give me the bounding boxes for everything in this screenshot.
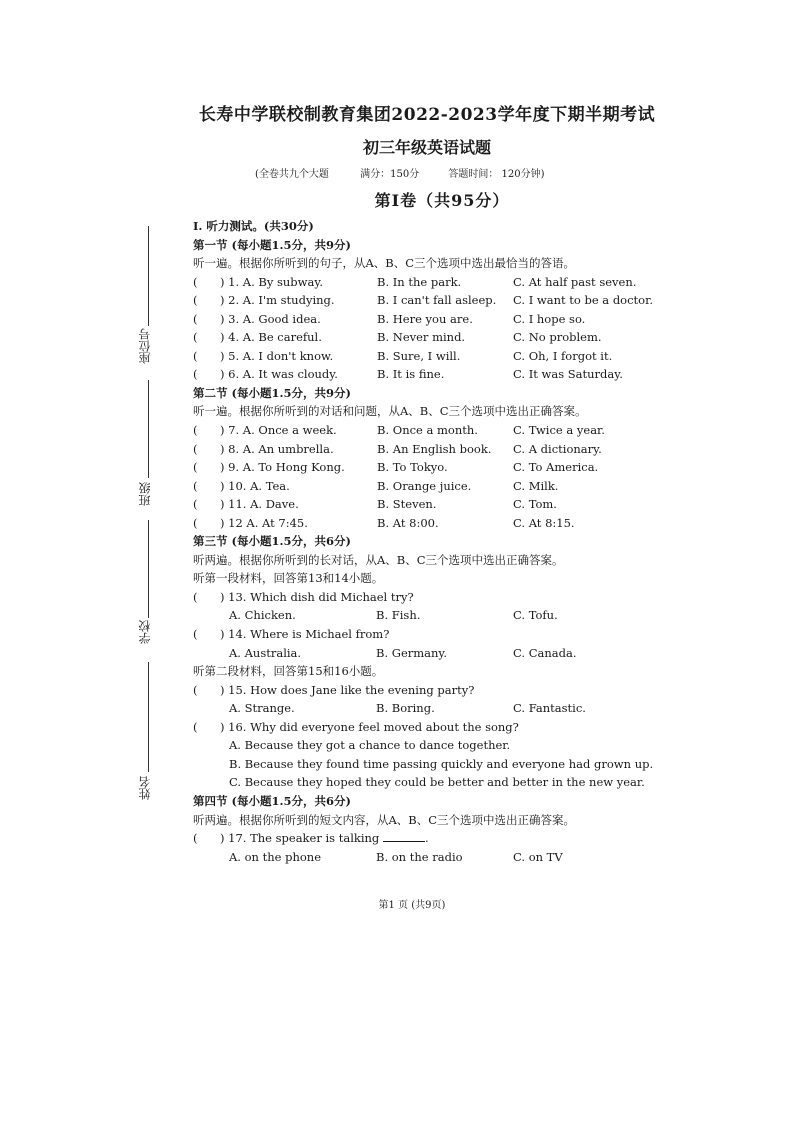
option-a: A. on the phone bbox=[229, 849, 321, 864]
exam-subtitle: 初三年级英语试题 bbox=[362, 138, 491, 157]
option-b: B. An English book. bbox=[377, 441, 492, 456]
question-2 bbox=[193, 291, 653, 310]
question-16-option-b bbox=[193, 755, 653, 774]
question-text: ) 17. The speaker is talking bbox=[220, 831, 380, 846]
answer-blank[interactable]: ( bbox=[193, 311, 198, 326]
option-a: A. Because they got a chance to dance together. bbox=[229, 738, 511, 753]
option-c: C. Because they hoped they could be better and better in the new year. bbox=[229, 775, 645, 790]
option-c: C. I want to be a doctor. bbox=[513, 293, 653, 308]
question-text: ) 10. A. Tea. bbox=[220, 478, 290, 493]
question-7 bbox=[193, 421, 653, 440]
option-c: C. Fantastic. bbox=[513, 701, 586, 716]
page-footer: 第1 页 (共9页) bbox=[378, 900, 446, 911]
material-1-note: 听第一段材料，回答第13和14小题。 bbox=[193, 571, 384, 586]
part1-instruction: 听一遍。根据你所听到的句子，从A、B、C三个选项中选出最恰当的答语。 bbox=[193, 256, 576, 271]
school-line bbox=[148, 520, 149, 618]
question-10 bbox=[193, 477, 653, 496]
question-4 bbox=[193, 328, 653, 347]
question-13 bbox=[193, 588, 653, 607]
question-17 bbox=[193, 829, 653, 848]
answer-blank[interactable]: ( bbox=[193, 497, 198, 512]
answer-blank[interactable]: ( bbox=[193, 627, 198, 642]
question-end: . bbox=[424, 831, 429, 846]
question-text: ) 9. A. To Hong Kong. bbox=[220, 460, 345, 475]
fill-blank[interactable] bbox=[383, 830, 425, 842]
answer-blank[interactable]: ( bbox=[193, 441, 198, 456]
option-a: A. Chicken. bbox=[229, 608, 296, 623]
option-b: B. Once a month. bbox=[377, 423, 478, 438]
answer-blank[interactable]: ( bbox=[193, 423, 198, 438]
name-line bbox=[148, 662, 149, 772]
option-c: C. To America. bbox=[513, 460, 599, 475]
option-b: B. I can't fall asleep. bbox=[377, 293, 497, 308]
answer-blank[interactable]: ( bbox=[193, 589, 198, 604]
option-a: A. Strange. bbox=[229, 701, 295, 716]
question-text: ) 16. Why did everyone feel moved about the song? bbox=[220, 719, 519, 734]
info-score: 满分：150分 bbox=[360, 169, 420, 180]
option-b: B. Never mind. bbox=[377, 330, 466, 345]
question-text: ) 12 A. At 7:45. bbox=[220, 515, 308, 530]
question-13-options bbox=[193, 606, 653, 625]
answer-blank[interactable]: ( bbox=[193, 831, 198, 846]
answer-blank[interactable]: ( bbox=[193, 330, 198, 345]
listening-section bbox=[193, 217, 653, 866]
option-c: C. Canada. bbox=[513, 645, 577, 660]
info-time: 答题时间： 120分钟) bbox=[448, 169, 545, 180]
volume-heading: 第Ⅰ卷（共95分） bbox=[374, 191, 510, 210]
answer-blank[interactable]: ( bbox=[193, 515, 198, 530]
answer-blank[interactable]: ( bbox=[193, 274, 198, 289]
option-b: B. Because they found time passing quickly and everyone had grown up. bbox=[229, 756, 654, 771]
part3-instruction: 听两遍。根据你所听到的长对话，从A、B、C三个选项中选出正确答案。 bbox=[193, 552, 564, 567]
exam-info bbox=[255, 165, 545, 180]
answer-blank[interactable]: ( bbox=[193, 348, 198, 363]
question-14-options bbox=[193, 644, 653, 663]
option-b: B. Boring. bbox=[376, 701, 435, 716]
option-c: C. on TV bbox=[513, 849, 563, 864]
question-5 bbox=[193, 347, 653, 366]
option-b: B. Steven. bbox=[377, 497, 437, 512]
question-text: ) 15. How does Jane like the evening party? bbox=[220, 682, 475, 697]
part4-instruction: 听两遍。根据你所听到的短文内容，从A、B、C三个选项中选出正确答案。 bbox=[193, 812, 576, 827]
exam-title: 长寿中学联校制教育集团2022-2023学年度下期半期考试 bbox=[198, 105, 656, 125]
answer-blank[interactable]: ( bbox=[193, 460, 198, 475]
question-text: ) 8. A. An umbrella. bbox=[220, 441, 334, 456]
question-6 bbox=[193, 365, 653, 384]
option-b: B. on the radio bbox=[376, 849, 463, 864]
question-17-options bbox=[193, 848, 653, 867]
part2-instruction: 听一遍。根据你所听到的对话和问题，从A、B、C三个选项中选出正确答案。 bbox=[193, 404, 587, 419]
answer-blank[interactable]: ( bbox=[193, 719, 198, 734]
class-line bbox=[148, 380, 149, 478]
question-text: ) 4. A. Be careful. bbox=[220, 330, 322, 345]
option-b: B. At 8:00. bbox=[377, 515, 439, 530]
question-14 bbox=[193, 625, 653, 644]
question-text: ) 2. A. I'm studying. bbox=[220, 293, 335, 308]
option-c: C. At half past seven. bbox=[513, 274, 637, 289]
question-3 bbox=[193, 310, 653, 329]
info-total: (全卷共九个大题 bbox=[255, 169, 329, 180]
answer-blank[interactable]: ( bbox=[193, 682, 198, 697]
question-15-options bbox=[193, 699, 653, 718]
part4-heading: 第四节 (每小题1.5分，共6分) bbox=[193, 793, 351, 808]
question-12 bbox=[193, 514, 653, 533]
seat-number-line bbox=[148, 226, 149, 326]
option-b: B. Germany. bbox=[376, 645, 448, 660]
part2-heading: 第二节 (每小题1.5分，共9分) bbox=[193, 385, 351, 400]
question-text: ) 5. A. I don't know. bbox=[220, 348, 334, 363]
class-label: 班级 bbox=[138, 482, 152, 506]
option-b: B. Fish. bbox=[376, 608, 421, 623]
question-15 bbox=[193, 681, 653, 700]
option-c: C. I hope so. bbox=[513, 311, 586, 326]
part1-heading: 第一节 (每小题1.5分，共9分) bbox=[193, 237, 351, 252]
part3-heading: 第三节 (每小题1.5分，共6分) bbox=[193, 534, 351, 549]
question-11 bbox=[193, 495, 653, 514]
answer-blank[interactable]: ( bbox=[193, 367, 198, 382]
answer-blank[interactable]: ( bbox=[193, 478, 198, 493]
question-16-option-c bbox=[193, 773, 653, 792]
question-16-option-a bbox=[193, 736, 653, 755]
name-label: 姓名 bbox=[138, 776, 152, 800]
question-9 bbox=[193, 458, 653, 477]
question-text: ) 14. Where is Michael from? bbox=[220, 627, 390, 642]
option-c: C. Oh, I forgot it. bbox=[513, 348, 613, 363]
seat-number-label: 座位号 bbox=[138, 328, 152, 364]
option-b: B. Here you are. bbox=[377, 311, 473, 326]
section-heading: I. 听力测试。(共30分) bbox=[193, 219, 314, 233]
question-text: ) 3. A. Good idea. bbox=[220, 311, 321, 326]
question-text: ) 7. A. Once a week. bbox=[220, 423, 337, 438]
material-2-note: 听第二段材料，回答第15和16小题。 bbox=[193, 664, 384, 679]
option-b: B. In the park. bbox=[377, 274, 462, 289]
option-b: B. To Tokyo. bbox=[377, 460, 448, 475]
question-1 bbox=[193, 273, 653, 292]
school-label: 学校 bbox=[138, 620, 152, 644]
option-b: B. Sure, I will. bbox=[377, 348, 461, 363]
option-c: C. Tom. bbox=[513, 497, 557, 512]
question-text: ) 13. Which dish did Michael try? bbox=[220, 589, 414, 604]
answer-blank[interactable]: ( bbox=[193, 293, 198, 308]
question-text-wrap bbox=[220, 829, 429, 848]
option-b: B. It is fine. bbox=[377, 367, 445, 382]
option-c: C. A dictionary. bbox=[513, 441, 602, 456]
option-c: C. No problem. bbox=[513, 330, 602, 345]
option-b: B. Orange juice. bbox=[377, 478, 472, 493]
option-a: A. Australia. bbox=[229, 645, 302, 660]
question-8 bbox=[193, 440, 653, 459]
question-16 bbox=[193, 718, 653, 737]
question-text: ) 1. A. By subway. bbox=[220, 274, 323, 289]
option-c: C. At 8:15. bbox=[513, 515, 575, 530]
option-c: C. Twice a year. bbox=[513, 423, 605, 438]
option-c: C. Tofu. bbox=[513, 608, 558, 623]
question-text: ) 6. A. It was cloudy. bbox=[220, 367, 338, 382]
option-c: C. It was Saturday. bbox=[513, 367, 623, 382]
question-text: ) 11. A. Dave. bbox=[220, 497, 299, 512]
option-c: C. Milk. bbox=[513, 478, 559, 493]
